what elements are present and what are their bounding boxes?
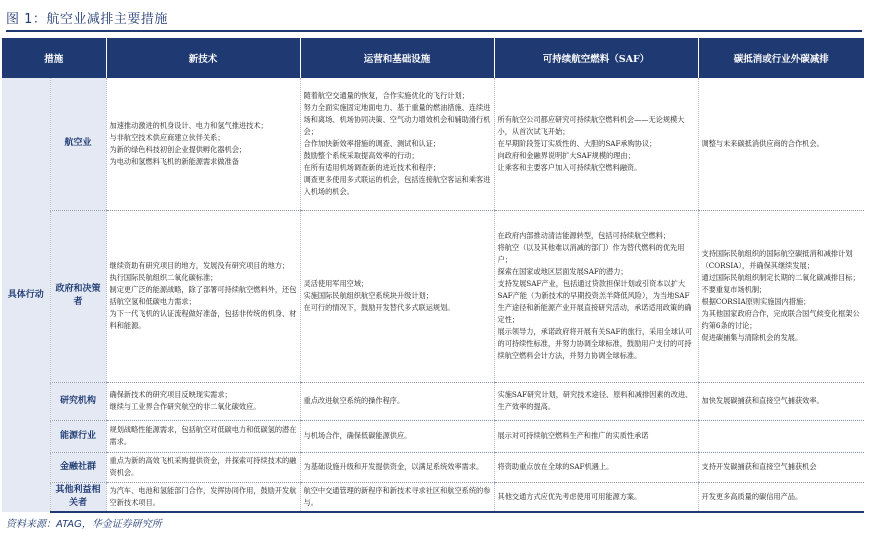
table-cell: 开发更多高质量的碳信用产品。 <box>698 482 864 512</box>
table-cell: 加快发展碳捕获和直接空气捕获效率。 <box>698 382 864 420</box>
table-cell <box>698 420 864 452</box>
figure-title: 图 1：航空业减排主要措施 <box>6 12 168 27</box>
table-cell: 支持开发碳捕获和直接空气捕获机会 <box>698 452 864 482</box>
row-category: 研究机构 <box>50 382 106 420</box>
table-row <box>2 210 864 382</box>
table-cell: 为基础设施升级和开发提供资金，以满足系统效率需求。 <box>300 452 494 482</box>
row-category: 航空业 <box>50 78 106 210</box>
table-cell: 继续资助有研究项目的地方，发展没有研究项目的地方； 执行国际民航组织二氧化碳标准； 制定更广泛的能源战略，除了部署可持续航空燃料外，还包括航空氢和低碳电力需求； 为下一代飞机的认证流程做好准备，包括非传统的机身、材料和能源。 <box>106 210 300 382</box>
table-cell: 规划战略性能源需求，包括航空对低碳电力和低碳氢的潜在需求。 <box>106 420 300 452</box>
table-cell: 实施SAF研究计划，研究技术途径、原料和减排因素的改进、生产效率的提高。 <box>494 382 698 420</box>
table-row <box>2 382 864 420</box>
header-measures: 措施 <box>2 38 106 78</box>
table-cell: 重点为新的高效飞机采购提供资金，并探索可持续技术的融资机会。 <box>106 452 300 482</box>
title-divider <box>6 30 862 32</box>
row-category: 政府和决策者 <box>50 210 106 382</box>
table-cell: 确保新技术的研究项目反映现实需求； 继续与工业界合作研究航空的非二氧化碳效应。 <box>106 382 300 420</box>
header-saf: 可持续航空燃料（SAF） <box>494 38 698 78</box>
table-cell: 支持国际民航组织的国际航空碳抵消和减排计划（CORSIA），并确保其继续发展； 通过国际民航组织制定长期的二氧化碳减排目标； 不要重复市场机制； 根据CORSIA原则实施国内措施； 为其他国家政府合作，完成联合国气候变化框架公约第6条的讨论； 促进碳捕集与清除机会的发展。 <box>698 210 864 382</box>
table-cell: 调整与未来碳抵消供应商的合作机会。 <box>698 78 864 210</box>
header-offset: 碳抵消或行业外碳减排 <box>698 38 864 78</box>
header-new-tech: 新技术 <box>106 38 300 78</box>
table-header-row <box>2 38 864 78</box>
table-cell: 航空中交通管理的新程序和新技术寻求社区和航空系统的参与。 <box>300 482 494 512</box>
table-cell: 加速推动激进的机身设计、电力和氢气推进技术； 与非航空技术供应商建立伙伴关系； 为新的绿色科技初创企业提供孵化器机会； 为电动和氢燃料飞机的新能源需求做准备 <box>106 78 300 210</box>
table-cell: 为汽车、电池和氢能部门合作，发挥协同作用，鼓励开发航空新技术项目。 <box>106 482 300 512</box>
header-operations: 运营和基础设施 <box>300 38 494 78</box>
table-cell: 随着航空交通量的恢复，合作实施优化的飞行计划； 努力全面实施固定地面电力、基于重量的燃油措施、连续进场和离场、机场协同决策、空气动力增效机会和辅助滑行机会； 合作加快新效率措施的调查、测试和认证； 鼓励整个系统采取提高效率的行动； 在所有适用机场调查新的进近技术和程序； 调查更多使用多式联运的机会，包括连接航空客运和乘客进入机场的机会。 <box>300 78 494 210</box>
table-cell: 灵活使用军用空域； 实施国际民航组织航空系统块升级计划； 在可行的情况下，鼓励开发替代多式联运规划。 <box>300 210 494 382</box>
table-row <box>2 482 864 512</box>
table-cell: 将资助重点放在全球的SAF机遇上。 <box>494 452 698 482</box>
table-cell: 其他交通方式应优先考虑使用可用能源方案。 <box>494 482 698 512</box>
row-category: 能源行业 <box>50 420 106 452</box>
group-label: 具体行动 <box>2 78 50 512</box>
table-cell: 展示对可持续航空燃料生产和推广的实质性承诺 <box>494 420 698 452</box>
source-note: 资料来源：ATAG，华金证券研究所 <box>6 519 162 530</box>
table-row <box>2 420 864 452</box>
measures-table <box>2 38 864 513</box>
table-cell: 与机场合作，确保低碳能源供应。 <box>300 420 494 452</box>
table-row <box>2 78 864 210</box>
table-cell: 所有航空公司都应研究可持续航空燃料机会——无论规模大小，从首次试飞开始； 在早期阶段签订实质性的、大胆的SAF承购协议； 向政府和金融界说明扩大SAF规模的理由； 让乘客和主要客户加入可持续航空燃料融资。 <box>494 78 698 210</box>
table-cell: 重点改进航空系统的操作程序。 <box>300 382 494 420</box>
row-category: 金融社群 <box>50 452 106 482</box>
row-category: 其他利益相关者 <box>50 482 106 512</box>
table-row <box>2 452 864 482</box>
table-cell: 在政府内部推动清洁能源转型，包括可持续航空燃料； 将航空（以及其他难以消减的部门）作为替代燃料的优先用户； 探索在国家或地区层面发展SAF的潜力； 支持发展SAF产业，包括通过贷款担保计划或引资本以扩大SAF产能（为新技术的早期投资羔羊降低风险），为当地SAF生产途径和新能源产业开展直接研究活动，承诺适用政策的确定性； 展示领导力，承诺政府将开展有关SAF的旅行，采用全球认可的可持续性标准，并努力协调全球标准，鼓励用户支付的可持续航空燃料会计方法，并努力协调全球标准。 <box>494 210 698 382</box>
